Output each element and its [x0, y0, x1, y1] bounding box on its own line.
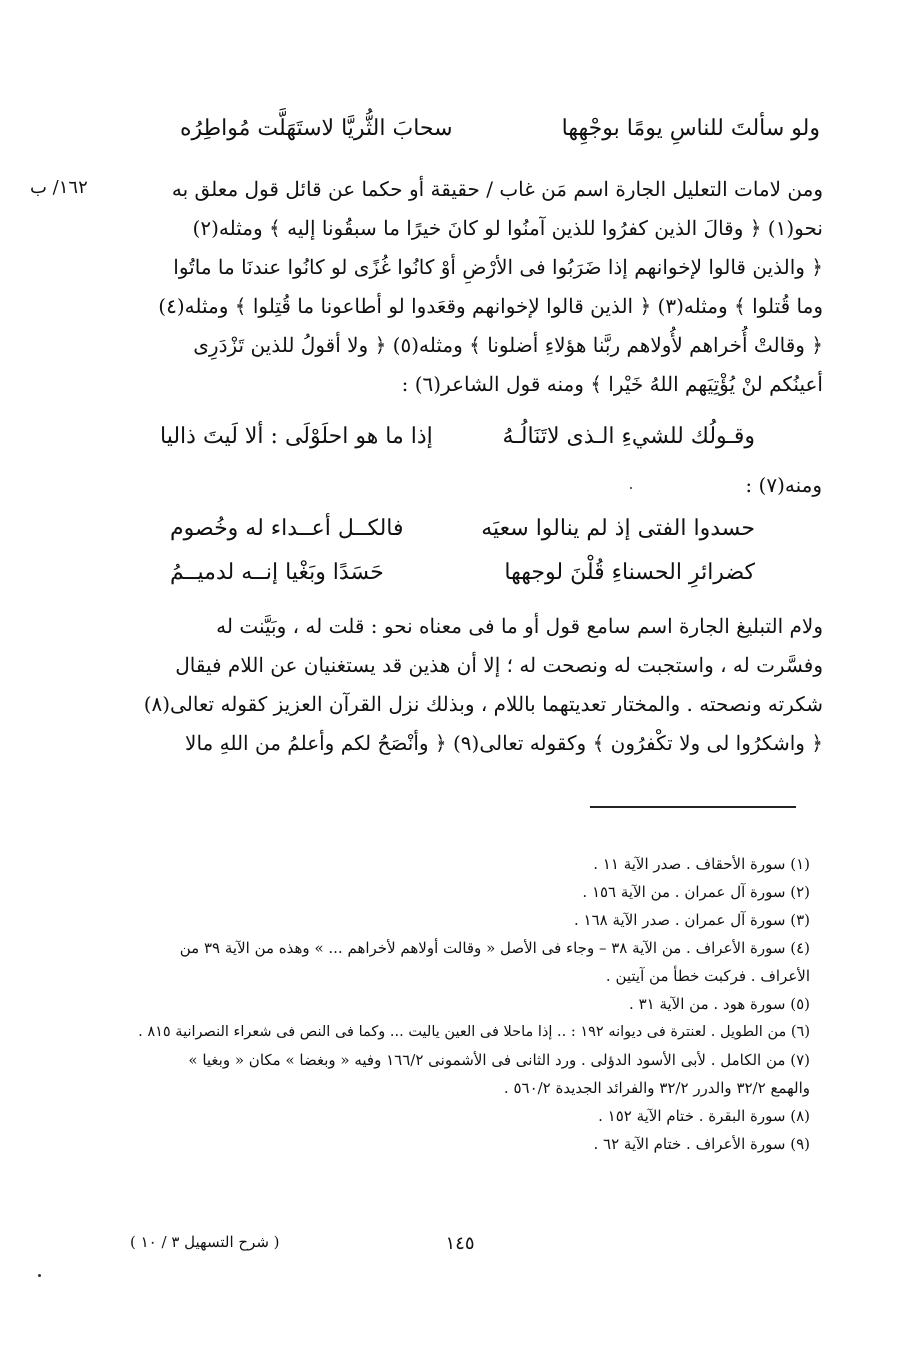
paragraph-line: ﴿ واشكرُوا لى ولا تكْفرُون ﴾ وكقوله تعالى(٩) ﴿ وأنْصَحُ لكم وأعلمُ من اللهِ مالا	[185, 731, 823, 755]
verse-aswad-2-right-hemistich: كضرائرِ الحسناءِ قُلْنَ لوجهها	[504, 560, 755, 585]
paragraph-line: أعينُكم لنْ يُؤْتِيَهم اللهُ خَيْرا ﴾ ومنه قول الشاعر(٦) :	[401, 372, 823, 396]
verse-aswad-1	[170, 509, 755, 549]
paragraph-line: نحو(١) ﴿ وقالَ الذين كفرُوا للذين آمنُوا لو كانَ خيرًا ما سبقُونا إليه ﴾ ومثله(٢)	[192, 216, 823, 240]
verse-antara-left-hemistich: إذا ما هو احلَوْلَى : ألا لَيتَ ذاليا	[160, 424, 433, 449]
scan-speck	[38, 1274, 41, 1277]
footnote-4: (٤) سورة الأعراف . من الآية ٣٨ – وجاء فى الأصل « وقالت أولاهم لأخراهم ... » وهذه من الآية ٣٩ من	[179, 939, 810, 957]
paragraph-line: ولام التبليغ الجارة اسم سامع قول أو ما فى معناه نحو : قلت له ، وبَيَّنت له	[216, 614, 823, 638]
paragraph-line: ﴿ وقالتْ أُخراهم لأُولاهم ربَّنا هؤلاءِ أضلونا ﴾ ومثله(٥) ﴿ ولا أقولُ للذين تَزْدَرِى	[193, 333, 823, 357]
footnote-7-continued: والهمع ٣٢/٢ والدرر ٣٢/٢ والفرائد الجديدة ٥٦٠/٢ .	[503, 1079, 810, 1097]
paragraph-lam-taleel	[128, 170, 823, 404]
verse-top-left-hemistich: سحابَ الثُّريَّا لاستَهَلَّت مُواطِرُه	[180, 116, 453, 141]
footnote-1: (١) سورة الأحقاف . صدر الآية ١١ .	[593, 855, 810, 873]
footnotes	[130, 850, 810, 1158]
paragraph-line: وفسَّرت له ، واستجبت له ونصحت له ؛ إلا أن هذين قد يستغنيان عن اللام فيقال	[175, 653, 823, 677]
minhu-label	[600, 466, 822, 505]
margin-folio-note: ١٦٢/ ب	[30, 177, 88, 198]
footnote-8: (٨) سورة البقرة . ختام الآية ١٥٢ .	[598, 1107, 810, 1125]
footnote-2: (٢) سورة آل عمران . من الآية ١٥٦ .	[582, 883, 810, 901]
footnote-4-continued: الأعراف . فركبت خطأ من آيتين .	[605, 967, 810, 985]
footnote-divider	[590, 806, 796, 808]
footnote-6: (٦) من الطويل . لعنترة فى ديوانه ١٩٢ : .. إذا ماحلا فى العين ياليت ... وكما فى النص فى شعراء النصرانية ٨١٥ .	[138, 1024, 810, 1040]
scan-speck	[630, 487, 632, 489]
paragraph-line: شكرته ونصحته . والمختار تعديتهما باللام ، وبذلك نزل القرآن العزيز كقوله تعالى(٨)	[143, 692, 823, 716]
verse-aswad-2	[170, 553, 755, 593]
verse-top	[120, 109, 820, 149]
verse-aswad-1-left-hemistich: فالكــل أعــداء له وخُصوم	[170, 516, 404, 541]
verse-antara-right-hemistich: وقـولُك للشيءِ الـذى لاتَنَالُـهُ	[502, 424, 755, 449]
minhu-text: ومنه(٧) :	[745, 473, 822, 497]
verse-aswad-1-right-hemistich: حسدوا الفتى إذ لم ينالوا سعيَه	[481, 516, 755, 541]
verse-top-right-hemistich: ولو سألتَ للناسِ يومًا بوجْهِها	[561, 116, 820, 141]
footnote-5: (٥) سورة هود . من الآية ٣١ .	[629, 995, 810, 1013]
footnote-7: (٧) من الكامل . لأبى الأسود الدؤلى . ورد الثانى فى الأشمونى ١٦٦/٢ وفيه « وبغضا » مكان « وبغيا »	[188, 1051, 810, 1069]
verse-aswad-2-left-hemistich: حَسَدًا وبَغْيا إنــه لدميــمُ	[170, 560, 384, 585]
book-reference: ( شرح التسهيل ٣ / ١٠ )	[130, 1233, 280, 1251]
paragraph-line: ومن لامات التعليل الجارة اسم مَن غاب / حقيقة أو حكما عن قائل قول معلق به	[171, 177, 823, 201]
paragraph-line: ﴿ والذين قالوا لإخوانهم إذا ضَرَبُوا فى الأرْضِ أوْ كانُوا غُزًى لو كانُوا عندنَا ما ماتُوا	[173, 255, 823, 279]
footnote-9: (٩) سورة الأعراف . ختام الآية ٦٢ .	[593, 1135, 810, 1153]
page-number: ١٤٥	[445, 1233, 475, 1254]
paragraph-line: وما قُتلوا ﴾ ومثله(٣) ﴿ الذين قالوا لإخوانهم وقعَدوا لو أطاعونا ما قُتِلوا ﴾ ومثله(٤)	[158, 294, 823, 318]
paragraph-lam-tableegh	[128, 607, 823, 763]
footnote-3: (٣) سورة آل عمران . صدر الآية ١٦٨ .	[574, 911, 810, 929]
verse-antara	[160, 417, 755, 457]
